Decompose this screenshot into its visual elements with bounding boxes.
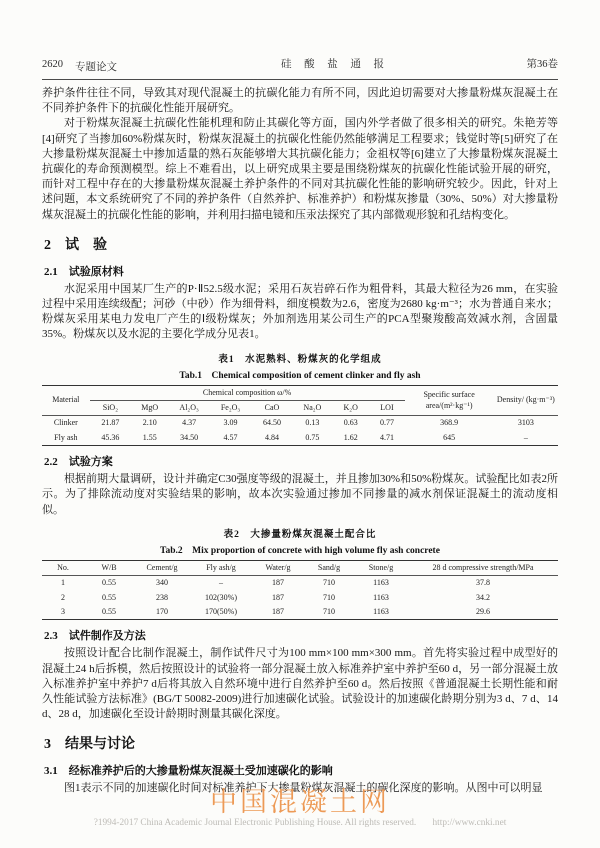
paragraph-continuation: 养护条件往往不同，导致其对现代混凝土的抗碳化能力有所不同，因此迫切需要对大掺量粉煤灰混凝土在不同养护条件下的抗碳化性能开展研究。 bbox=[42, 87, 558, 115]
table-cell: 0.13 bbox=[305, 418, 320, 428]
section-2-3-paragraph: 按照设计配合比制作混凝土，制作试件尺寸为100 mm×100 mm×300 mm。首先将实验过程中成型好的混凝土24 h后拆模，然后按照设计的试验将一部分混凝土放入标准养护室中养护至60 d，另一部分混凝土放入标准养护室中养护7 d后将其放入自然环境中进行自然养护至60 d。然后按照《普通混凝土长期性能和耐久性能试验方法标准》(BG/T 50082-2009)进行加速碳化试验。试验设计的加速碳化龄期分别为3 d、7 d、14 d、28 d，加速碳化至设计龄期时测量其碳化深度。 bbox=[42, 647, 558, 721]
table-header-cell: CaO bbox=[251, 401, 292, 416]
table-2-caption-en: Tab.2 Mix proportion of concrete with high volume fly ash concrete bbox=[160, 545, 440, 556]
section-2-1-paragraph: 水泥采用中国某厂生产的P·Ⅱ52.5级水泥；采用石灰岩碎石作为粗骨料，其最大粒径为26 mm，在实验过程中采用连续级配；河砂（中砂）作为细骨料，细度模数为2.6，密度为2680 kg·m⁻³；水为普通自来水；粉煤灰采用某电力发电厂产生的Ⅰ级粉煤灰；外加剂选用某公司生产的PCA型聚羧酸高效减水剂，含固量35%。粉煤灰以及水泥的主要化学成分见表1。 bbox=[42, 282, 558, 341]
table-cell: 0.55 bbox=[102, 592, 116, 602]
table-cell: 710 bbox=[323, 578, 335, 588]
volume-label: 第36卷 bbox=[526, 59, 558, 70]
table-header-cell: Water/g bbox=[252, 560, 304, 575]
table-cell: 3.09 bbox=[223, 418, 238, 428]
table-header-cell: Density/ (kg·m⁻³) bbox=[494, 385, 558, 416]
table-cell: 4.37 bbox=[182, 418, 197, 428]
paragraph-literature-review: 对于粉煤灰混凝土抗碳化性能机理和防止其碳化等方面，国内外学者做了很多相关的研究。朱艳芳等[4]研究了当掺加60%粉煤灰时，粉煤灰混凝土的抗碳化性能仍然能够满足工程要求；钱觉时等[5]研究了在大掺量粉煤灰混凝土中掺加适量的熟石灰能够增大其抗碳化能力；金祖权等[6]建立了大掺量粉煤灰混凝土抗碳化的寿命预测模型。综上不难看出，以上研究成果主要是围绕粉煤灰的抗碳化性能试验开展的研究，而针对工程中存在的大掺量粉煤灰混凝土养护条件的不同对其抗碳化性能的影响研究较少。因此，针对上述问题，本文系统研究了不同的养护条件（自然养护、标准养护）和粉煤灰掺量（30%、50%）对大掺量粉煤灰混凝土的抗碳化性能的影响，并利用扫描电镜和压汞法探究了其内部微观形貌和孔结构变化。 bbox=[42, 117, 558, 221]
table-cell: 21.87 bbox=[101, 418, 120, 428]
table-cell: 29.6 bbox=[476, 606, 490, 616]
table-cell: 0.77 bbox=[379, 418, 394, 428]
table-cell: Clinker bbox=[53, 418, 78, 428]
table-row bbox=[42, 416, 558, 431]
page-number: 2620 bbox=[42, 59, 63, 70]
table-cell: 1163 bbox=[373, 606, 389, 616]
table-cell: 1163 bbox=[373, 592, 389, 602]
table-cell: 0.55 bbox=[102, 578, 116, 588]
table-cell: 4.84 bbox=[264, 432, 279, 442]
table-cell: 34.2 bbox=[476, 592, 490, 602]
table-header-cell: 28 d compressive strength/MPa bbox=[408, 560, 558, 575]
table-header-cell: Cement/g bbox=[134, 560, 190, 575]
table-cell: 368.9 bbox=[440, 418, 459, 428]
table-1-header-row bbox=[42, 385, 558, 400]
section-2-3-heading: 2.3 试件制作及方法 bbox=[44, 630, 146, 643]
table-cell: 645 bbox=[443, 432, 456, 442]
table-cell: 3 bbox=[61, 606, 65, 616]
section-2-heading: 2 试 验 bbox=[44, 237, 107, 253]
table-cell: 37.8 bbox=[476, 578, 490, 588]
table-2 bbox=[42, 560, 558, 621]
section-3-1-heading: 3.1 经标准养护后的大掺量粉煤灰混凝土受加速碳化的影响 bbox=[44, 765, 333, 778]
table-header-cell: W/B bbox=[84, 560, 134, 575]
table-cell: 187 bbox=[272, 578, 284, 588]
section-2-2-paragraph: 根据前期大量调研，设计并确定C30强度等级的混凝土，并且掺加30%和50%粉煤灰。试验配比如表2所示。为了排除流动度对实验结果的影响，故本次实验通过掺加不同掺量的减水剂保证混凝土的流动度相似。 bbox=[42, 473, 558, 516]
table-header-cell: K₂O bbox=[332, 401, 369, 416]
article-body bbox=[42, 86, 558, 797]
table-cell: 238 bbox=[156, 592, 168, 602]
table-cell: 4.71 bbox=[379, 432, 394, 442]
table-cell: 1.55 bbox=[142, 432, 157, 442]
table-cell: 340 bbox=[156, 578, 168, 588]
table-cell: 1 bbox=[61, 578, 65, 588]
table-header-cell: Stone/g bbox=[354, 560, 408, 575]
table-row bbox=[42, 576, 558, 591]
table-cell: 0.75 bbox=[305, 432, 320, 442]
table-cell: 0.55 bbox=[102, 606, 116, 616]
section-2-1-heading: 2.1 试验原材料 bbox=[44, 265, 124, 278]
table-header-cell: SiO₂ bbox=[90, 401, 131, 416]
journal-title: 硅 酸 盐 通 报 bbox=[281, 59, 389, 70]
table-cell: 34.50 bbox=[180, 432, 199, 442]
table-cell: 3103 bbox=[517, 418, 534, 428]
table-cell: 170 bbox=[156, 606, 168, 616]
table-cell: 2 bbox=[61, 592, 65, 602]
table-header-cell: Specific surface area/(m²·kg⁻¹) bbox=[405, 385, 494, 416]
table-cell: 710 bbox=[323, 592, 335, 602]
table-header-cell: No. bbox=[42, 560, 84, 575]
section-3-1-paragraph: 图1表示不同的加速碳化时间对标准养护下大掺量粉煤灰混凝土的碳化深度的影响。从图中可以明显 bbox=[64, 782, 543, 795]
table-cell: 1.62 bbox=[343, 432, 358, 442]
table-1 bbox=[42, 385, 558, 447]
table-header-cell: Fe₂O₃ bbox=[210, 401, 251, 416]
table-header-cell: Chemical composition ω/% bbox=[90, 385, 405, 400]
table-cell: Fly ash bbox=[54, 432, 78, 442]
table-cell: 170(50%) bbox=[205, 606, 237, 616]
section-3-heading: 3 结果与讨论 bbox=[44, 737, 135, 753]
cnki-watermark: 中国混凝土网 bbox=[210, 787, 390, 817]
table-row bbox=[42, 591, 558, 605]
table-row bbox=[42, 431, 558, 446]
copyright-text: ?1994-2017 China Academic Journal Electronic Publishing House. All rights reserved. bbox=[93, 818, 417, 828]
table-header-cell: Al₂O₃ bbox=[168, 401, 209, 416]
table-cell: – bbox=[523, 432, 528, 442]
cnki-url: http://www.cnki.net bbox=[432, 818, 507, 828]
table-header-cell: Na₂O bbox=[293, 401, 332, 416]
copyright-footer bbox=[0, 818, 600, 828]
page-header bbox=[42, 56, 558, 80]
table-cell: 187 bbox=[272, 606, 284, 616]
table-cell: 45.36 bbox=[101, 432, 120, 442]
table-cell: 2.10 bbox=[142, 418, 157, 428]
table-cell: 187 bbox=[272, 592, 284, 602]
table-1-caption-zh: 表1 水泥熟料、粉煤灰的化学组成 bbox=[218, 354, 382, 365]
table-cell: 64.50 bbox=[262, 418, 281, 428]
table-cell: 0.63 bbox=[343, 418, 358, 428]
column-label: 专题论文 bbox=[75, 62, 117, 73]
header-left bbox=[42, 59, 172, 74]
table-header-cell: LOI bbox=[369, 401, 404, 416]
table-cell: 102(30%) bbox=[205, 592, 237, 602]
table-header-cell: Sand/g bbox=[304, 560, 354, 575]
table-cell: – bbox=[219, 578, 223, 588]
table-row bbox=[42, 605, 558, 620]
table-header-cell: Fly ash/g bbox=[190, 560, 252, 575]
table-2-header-row bbox=[42, 560, 558, 575]
table-cell: 710 bbox=[323, 606, 335, 616]
table-header-cell: Material bbox=[42, 385, 90, 416]
table-cell: 4.57 bbox=[223, 432, 238, 442]
table-1-caption-en: Tab.1 Chemical composition of cement clinker and fly ash bbox=[179, 370, 421, 381]
table-2-caption-zh: 表2 大掺量粉煤灰混凝土配合比 bbox=[223, 529, 377, 540]
table-header-cell: MgO bbox=[131, 401, 168, 416]
table-cell: 1163 bbox=[373, 578, 389, 588]
section-2-2-heading: 2.2 试验方案 bbox=[44, 456, 113, 469]
